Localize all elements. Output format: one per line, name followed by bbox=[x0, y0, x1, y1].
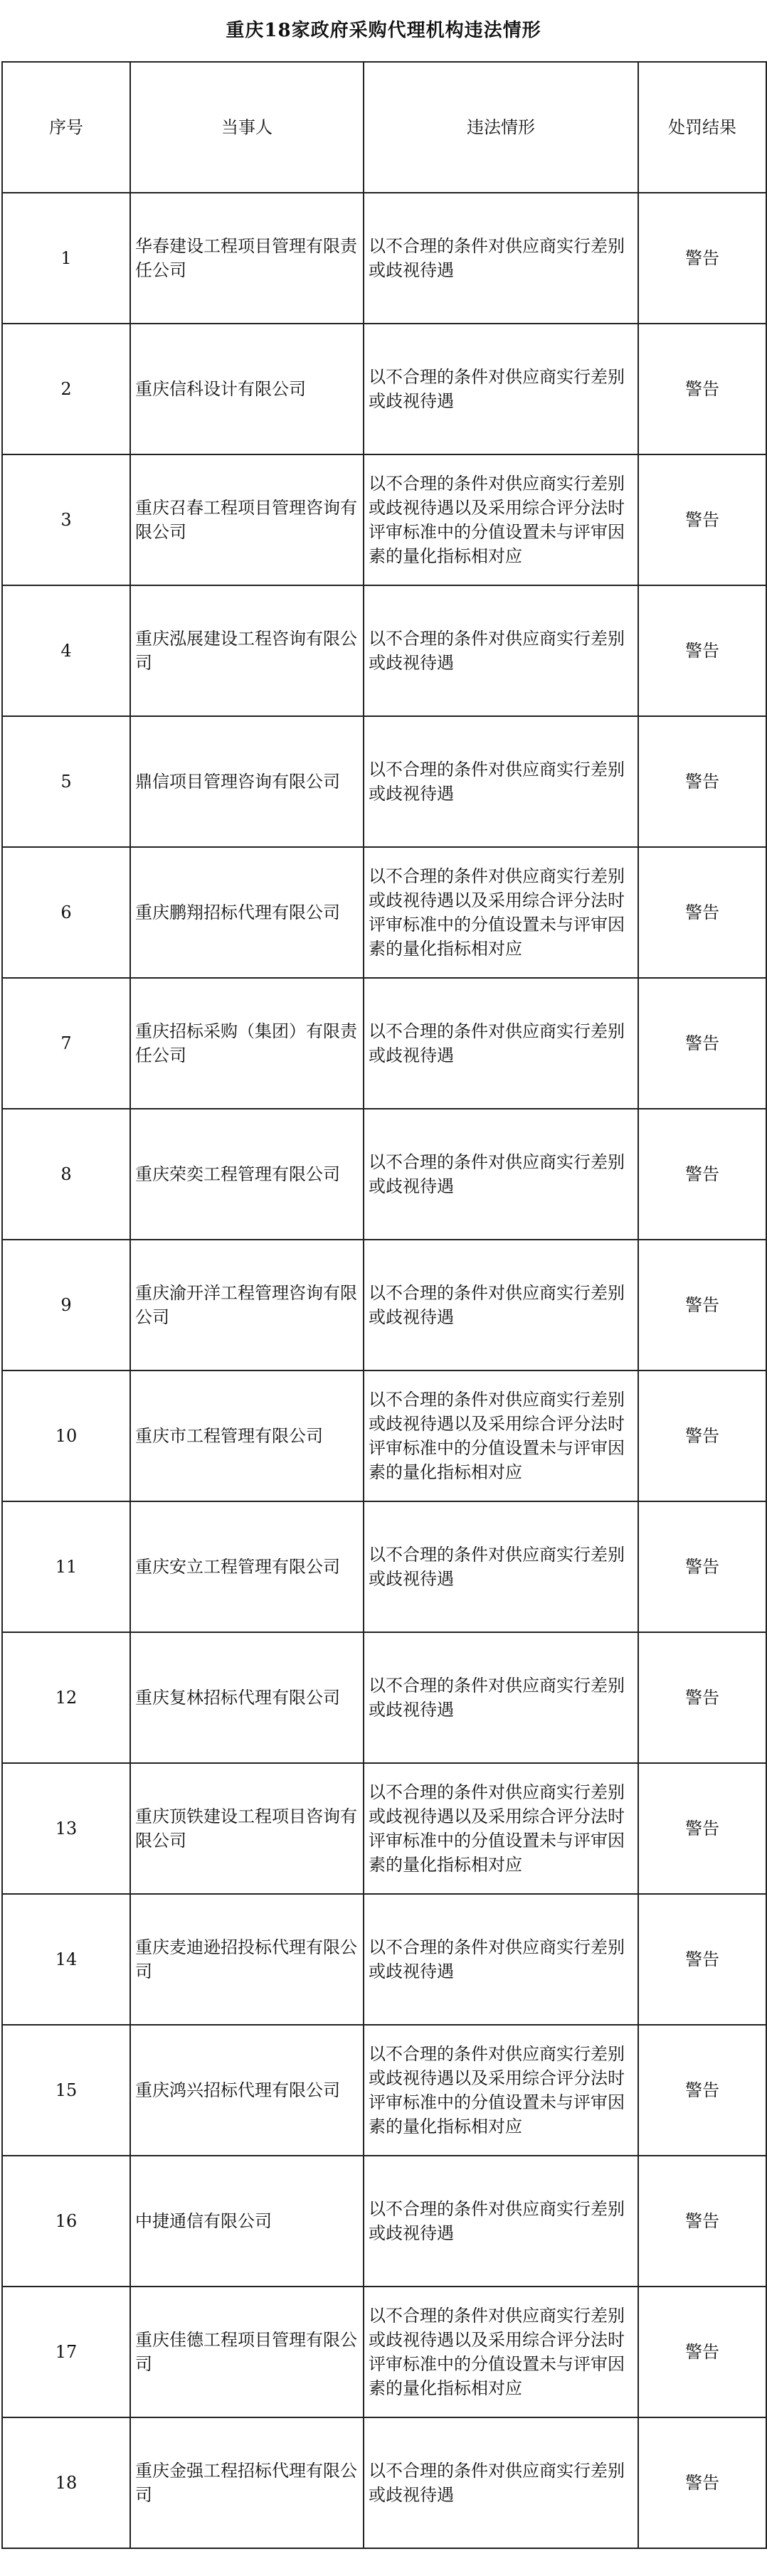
row-party: 重庆麦迪逊招投标代理有限公司 bbox=[130, 1894, 364, 2025]
row-violation: 以不合理的条件对供应商实行差别或歧视待遇 bbox=[364, 978, 638, 1109]
row-party: 重庆顶铁建设工程项目咨询有限公司 bbox=[130, 1763, 364, 1894]
row-result: 警告 bbox=[638, 2417, 766, 2548]
table-row bbox=[2, 2156, 766, 2287]
row-result: 警告 bbox=[638, 2025, 766, 2156]
row-result: 警告 bbox=[638, 2156, 766, 2287]
table-row bbox=[2, 1371, 766, 1501]
header-result: 处罚结果 bbox=[638, 62, 766, 193]
row-result: 警告 bbox=[638, 1371, 766, 1501]
table-row bbox=[2, 1763, 766, 1894]
row-seq: 2 bbox=[2, 324, 130, 454]
row-violation: 以不合理的条件对供应商实行差别或歧视待遇以及采用综合评分法时评审标准中的分值设置未与评审因素的量化指标相对应 bbox=[364, 1763, 638, 1894]
table-row bbox=[2, 324, 766, 454]
row-party: 中捷通信有限公司 bbox=[130, 2156, 364, 2287]
row-seq: 8 bbox=[2, 1109, 130, 1240]
row-result: 警告 bbox=[638, 1501, 766, 1632]
table-row bbox=[2, 454, 766, 585]
table-row bbox=[2, 2417, 766, 2548]
row-party: 重庆鸿兴招标代理有限公司 bbox=[130, 2025, 364, 2156]
row-result: 警告 bbox=[638, 2287, 766, 2417]
header-violation: 违法情形 bbox=[364, 62, 638, 193]
row-violation: 以不合理的条件对供应商实行差别或歧视待遇 bbox=[364, 2417, 638, 2548]
row-seq: 17 bbox=[2, 2287, 130, 2417]
row-seq: 4 bbox=[2, 585, 130, 716]
row-party: 重庆安立工程管理有限公司 bbox=[130, 1501, 364, 1632]
row-seq: 11 bbox=[2, 1501, 130, 1632]
table-row bbox=[2, 2025, 766, 2156]
table-row bbox=[2, 193, 766, 324]
row-result: 警告 bbox=[638, 585, 766, 716]
row-seq: 9 bbox=[2, 1240, 130, 1371]
row-result: 警告 bbox=[638, 1894, 766, 2025]
row-result: 警告 bbox=[638, 324, 766, 454]
row-violation: 以不合理的条件对供应商实行差别或歧视待遇 bbox=[364, 324, 638, 454]
row-seq: 7 bbox=[2, 978, 130, 1109]
row-seq: 14 bbox=[2, 1894, 130, 2025]
row-party: 鼎信项目管理咨询有限公司 bbox=[130, 716, 364, 847]
row-seq: 5 bbox=[2, 716, 130, 847]
row-seq: 12 bbox=[2, 1632, 130, 1763]
table-row bbox=[2, 1632, 766, 1763]
row-violation: 以不合理的条件对供应商实行差别或歧视待遇 bbox=[364, 1632, 638, 1763]
row-party: 重庆信科设计有限公司 bbox=[130, 324, 364, 454]
row-result: 警告 bbox=[638, 1763, 766, 1894]
row-party: 重庆金强工程招标代理有限公司 bbox=[130, 2417, 364, 2548]
row-violation: 以不合理的条件对供应商实行差别或歧视待遇以及采用综合评分法时评审标准中的分值设置未与评审因素的量化指标相对应 bbox=[364, 454, 638, 585]
table-row bbox=[2, 1109, 766, 1240]
row-violation: 以不合理的条件对供应商实行差别或歧视待遇以及采用综合评分法时评审标准中的分值设置未与评审因素的量化指标相对应 bbox=[364, 847, 638, 978]
row-seq: 1 bbox=[2, 193, 130, 324]
row-violation: 以不合理的条件对供应商实行差别或歧视待遇 bbox=[364, 1501, 638, 1632]
row-seq: 16 bbox=[2, 2156, 130, 2287]
row-seq: 3 bbox=[2, 454, 130, 585]
violations-table bbox=[1, 61, 767, 2549]
row-party: 重庆泓展建设工程咨询有限公司 bbox=[130, 585, 364, 716]
row-party: 重庆复林招标代理有限公司 bbox=[130, 1632, 364, 1763]
row-party: 重庆召春工程项目管理咨询有限公司 bbox=[130, 454, 364, 585]
table-header-row bbox=[2, 62, 766, 193]
table-row bbox=[2, 716, 766, 847]
row-seq: 13 bbox=[2, 1763, 130, 1894]
table-row bbox=[2, 1501, 766, 1632]
row-result: 警告 bbox=[638, 978, 766, 1109]
document-title: 重庆18家政府采购代理机构违法情形 bbox=[226, 20, 541, 41]
row-seq: 15 bbox=[2, 2025, 130, 2156]
row-violation: 以不合理的条件对供应商实行差别或歧视待遇 bbox=[364, 1240, 638, 1371]
table-row bbox=[2, 1894, 766, 2025]
header-seq: 序号 bbox=[2, 62, 130, 193]
row-party: 华春建设工程项目管理有限责任公司 bbox=[130, 193, 364, 324]
table-body bbox=[2, 193, 766, 2548]
row-violation: 以不合理的条件对供应商实行差别或歧视待遇 bbox=[364, 1109, 638, 1240]
row-result: 警告 bbox=[638, 847, 766, 978]
row-result: 警告 bbox=[638, 1240, 766, 1371]
row-seq: 10 bbox=[2, 1371, 130, 1501]
row-party: 重庆鹏翔招标代理有限公司 bbox=[130, 847, 364, 978]
table-row bbox=[2, 585, 766, 716]
header-party: 当事人 bbox=[130, 62, 364, 193]
row-result: 警告 bbox=[638, 716, 766, 847]
table-row bbox=[2, 978, 766, 1109]
row-party: 重庆市工程管理有限公司 bbox=[130, 1371, 364, 1501]
row-result: 警告 bbox=[638, 1632, 766, 1763]
row-seq: 6 bbox=[2, 847, 130, 978]
row-violation: 以不合理的条件对供应商实行差别或歧视待遇以及采用综合评分法时评审标准中的分值设置未与评审因素的量化指标相对应 bbox=[364, 2025, 638, 2156]
row-violation: 以不合理的条件对供应商实行差别或歧视待遇 bbox=[364, 1894, 638, 2025]
row-party: 重庆渝开洋工程管理咨询有限公司 bbox=[130, 1240, 364, 1371]
row-violation: 以不合理的条件对供应商实行差别或歧视待遇 bbox=[364, 2156, 638, 2287]
row-result: 警告 bbox=[638, 193, 766, 324]
row-result: 警告 bbox=[638, 1109, 766, 1240]
row-party: 重庆佳德工程项目管理有限公司 bbox=[130, 2287, 364, 2417]
row-party: 重庆荣奕工程管理有限公司 bbox=[130, 1109, 364, 1240]
row-violation: 以不合理的条件对供应商实行差别或歧视待遇 bbox=[364, 716, 638, 847]
row-violation: 以不合理的条件对供应商实行差别或歧视待遇以及采用综合评分法时评审标准中的分值设置未与评审因素的量化指标相对应 bbox=[364, 1371, 638, 1501]
row-violation: 以不合理的条件对供应商实行差别或歧视待遇以及采用综合评分法时评审标准中的分值设置未与评审因素的量化指标相对应 bbox=[364, 2287, 638, 2417]
row-party: 重庆招标采购（集团）有限责任公司 bbox=[130, 978, 364, 1109]
row-seq: 18 bbox=[2, 2417, 130, 2548]
row-violation: 以不合理的条件对供应商实行差别或歧视待遇 bbox=[364, 193, 638, 324]
table-row bbox=[2, 1240, 766, 1371]
table-row bbox=[2, 847, 766, 978]
table-row bbox=[2, 2287, 766, 2417]
row-result: 警告 bbox=[638, 454, 766, 585]
row-violation: 以不合理的条件对供应商实行差别或歧视待遇 bbox=[364, 585, 638, 716]
